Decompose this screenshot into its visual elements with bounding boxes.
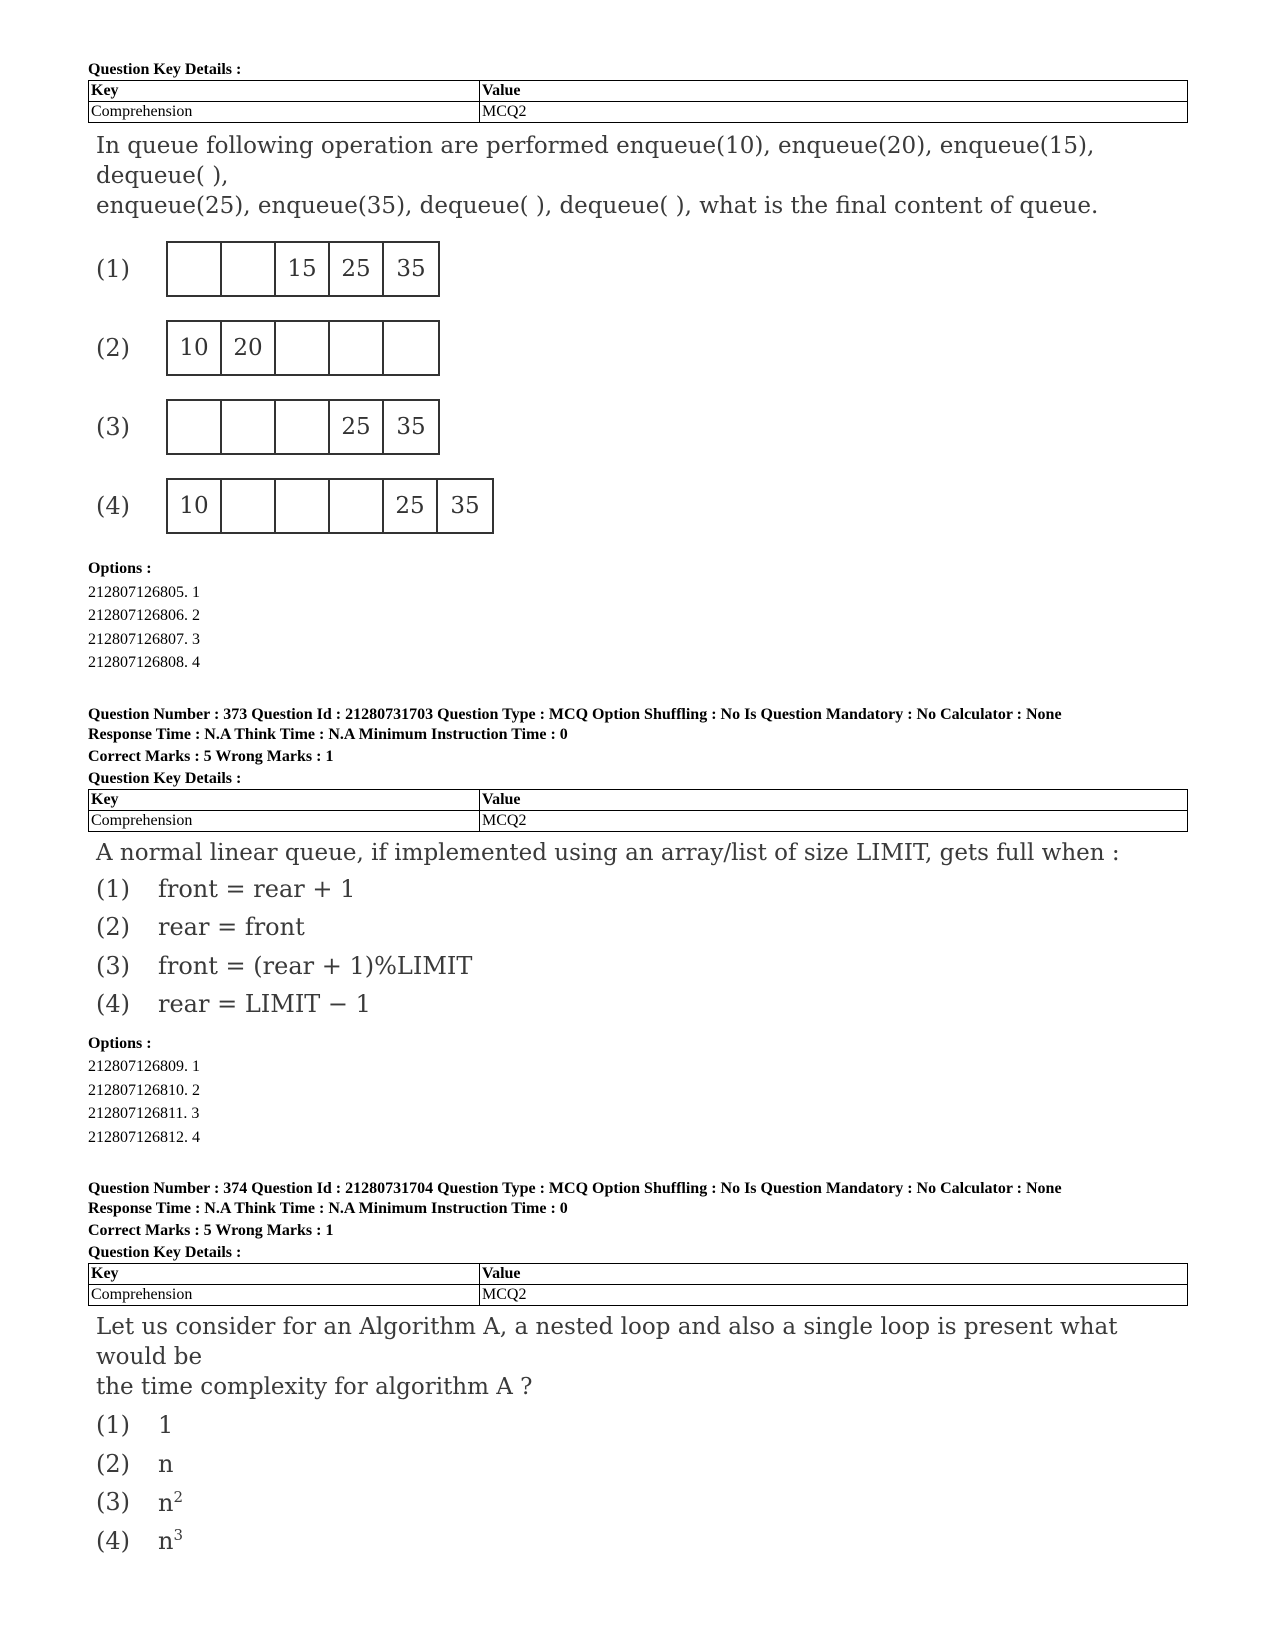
key-details-table [88,789,1188,832]
table-cell-key: Comprehension [89,810,480,831]
answer-choice [88,870,1188,909]
option-id: 212807126811. 3 [88,1105,200,1122]
key-details-label: Question Key Details : [88,1244,242,1261]
table-header-value: Value [480,1264,1188,1285]
choice-text: 1 [158,1411,174,1440]
option-number: (1) [96,254,130,283]
question-meta-line1: Question Number : 373 Question Id : 21280731703 Question Type : MCQ Option Shuffling : No Is Question Mandatory : No Calculator : None [88,705,1062,723]
option-id: 212807126808. 4 [88,654,200,671]
answer-choice [88,947,1188,986]
queue-cell: 35 [450,492,480,519]
option-id: 212807126805. 1 [88,583,200,601]
queue-cell: 25 [330,401,384,453]
options-label: Options : [88,1034,152,1052]
answer-choice [88,908,1188,947]
choice-number: (3) [96,951,130,980]
table-cell-key: Comprehension [89,1285,480,1306]
table-header-value: Value [480,789,1188,810]
question-meta-line2: Response Time : N.A Think Time : N.A Minimum Instruction Time : 0 [88,1200,568,1217]
key-details-label: Question Key Details : [88,769,242,787]
queue-cell: 15 [276,243,330,295]
queue-cell [330,322,384,374]
table-cell-value: MCQ2 [480,1285,1188,1306]
option-number: (3) [96,412,130,441]
queue-cell: 20 [222,322,276,374]
choice-text: $n^2$ [158,1487,184,1517]
choice-text: rear = LIMIT − 1 [158,990,371,1019]
choice-text: $n^3$ [158,1526,184,1556]
queue-cell: 25 [330,243,384,295]
choice-number: (2) [96,1449,130,1478]
queue-cells [166,399,440,455]
table-cell-value: MCQ2 [480,102,1188,123]
table-header-value: Value [480,81,1188,102]
question-text: In queue following operation are performed enqueue(10), enqueue(20), enqueue(15), dequeue( ), enqueue(25), enqueue(35), dequeue( ), dequeue( ), what is the final content of queue. [96,133,1099,219]
question-text: Let us consider for an Algorithm A, a nested loop and also a single loop is present what would be the time complexity for algorithm A ? [96,1314,1118,1400]
queue-cells [166,241,440,297]
queue-cells [166,478,494,534]
option-id: 212807126807. 3 [88,630,200,648]
choice-text: rear = front [158,913,305,942]
choice-number: (3) [96,1488,130,1517]
choice-exponent: 3 [173,1526,184,1545]
option-id: 212807126809. 1 [88,1058,200,1075]
answer-choices [88,1406,1188,1560]
queue-cell [276,480,330,532]
option-number: (4) [96,491,130,520]
queue-cell [222,243,276,295]
options-label: Options : [88,560,152,577]
question-meta-line2: Response Time : N.A Think Time : N.A Minimum Instruction Time : 0 [88,725,568,743]
queue-cell [276,322,330,374]
choice-text: n [158,1449,174,1478]
choice-number: (4) [96,1526,130,1555]
table-cell-key: Comprehension [89,102,480,123]
question-header [88,1179,1188,1263]
queue-cell: 10 [168,322,222,374]
options-list [88,557,1188,675]
table-header-key: Key [89,81,480,102]
question-text: A normal linear queue, if implemented using an array/list of size LIMIT, gets full when : [96,839,1120,866]
choice-exponent: 2 [173,1487,184,1506]
queue-cell: 35 [396,413,426,440]
queue-option [88,387,1188,466]
queue-cell [330,480,384,532]
queue-cell [168,243,222,295]
queue-option [88,229,1188,308]
question-header [88,705,1188,789]
answer-choice [88,1483,1188,1522]
choice-number: (2) [96,913,130,942]
choice-text: front = (rear + 1)%LIMIT [158,951,473,980]
answer-choice [88,985,1188,1024]
table-header-key: Key [89,1264,480,1285]
queue-diagram-options [88,229,1188,545]
choice-number: (4) [96,990,130,1019]
answer-choice [88,1522,1188,1561]
queue-cell [276,401,330,453]
queue-cell [168,401,222,453]
key-details-table [88,1263,1188,1306]
queue-cell [384,322,438,374]
option-id: 212807126812. 4 [88,1128,200,1146]
queue-cells [166,320,440,376]
question-marks: Correct Marks : 5 Wrong Marks : 1 [88,1222,334,1239]
choice-number: (1) [96,1411,130,1440]
key-details-label: Question Key Details : [88,61,242,78]
key-details-table [88,80,1188,123]
queue-option [88,308,1188,387]
queue-cell: 10 [168,480,222,532]
option-number: (2) [96,333,130,362]
table-cell-value: MCQ2 [480,810,1188,831]
option-id: 212807126810. 2 [88,1081,200,1099]
answer-choice [88,1406,1188,1445]
option-id: 212807126806. 2 [88,607,200,624]
choice-text: front = rear + 1 [158,874,356,903]
answer-choice [88,1445,1188,1484]
choice-number: (1) [96,874,130,903]
question-marks: Correct Marks : 5 Wrong Marks : 1 [88,747,334,765]
table-header-key: Key [89,789,480,810]
answer-choices [88,870,1188,1024]
document-page [88,60,1188,1560]
question-meta-line1: Question Number : 374 Question Id : 21280731704 Question Type : MCQ Option Shuffling : No Is Question Mandatory : No Calculator : None [88,1180,1062,1197]
options-list [88,1032,1188,1150]
queue-cell [222,401,276,453]
queue-option [88,466,1188,545]
queue-cell: 25 [384,480,438,532]
queue-cell: 35 [396,255,426,282]
queue-cell [222,480,276,532]
